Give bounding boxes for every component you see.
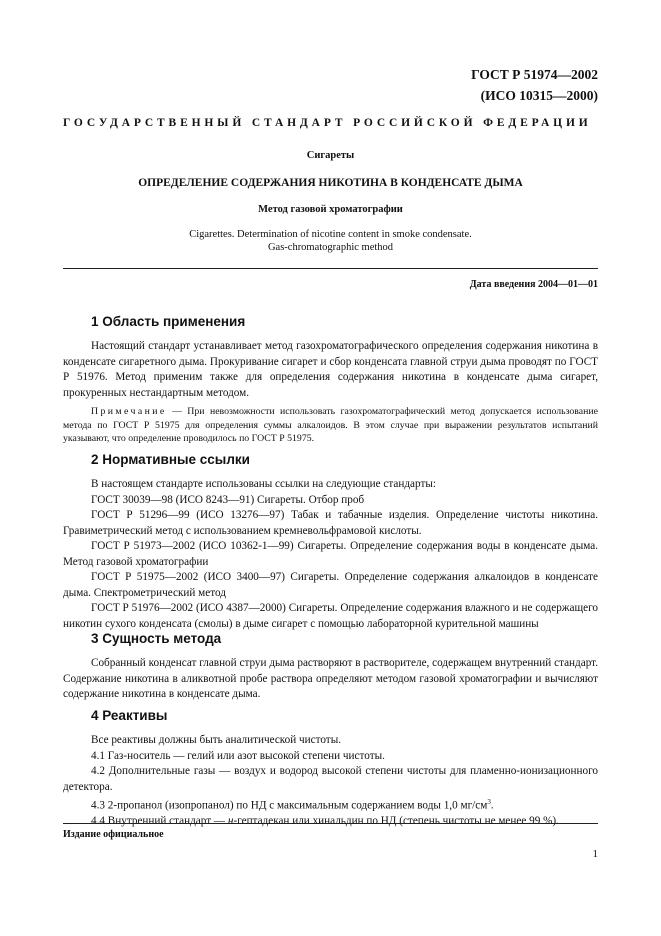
section-3-paragraph: Собранный конденсат главной струи дыма растворяют в растворителе, содержащем внутренний стандарт. Содержание никотина в аликвотной пробе раствора определяют методом газовой хроматографии и вычисляют содержание никотина в конденсате дыма. bbox=[63, 657, 598, 700]
reference-item: ГОСТ 30039—98 (ИСО 8243—91) Сигареты. Отбор проб bbox=[91, 493, 365, 506]
edition-label: Издание официальное bbox=[63, 829, 164, 840]
section-3-heading: 3 Сущность метода bbox=[91, 631, 222, 646]
reference-item: ГОСТ Р 51975—2002 (ИСО 3400—97) Сигареты. Определение содержания алкалоидов в конденсате дыма. Спектрометрический метод bbox=[63, 571, 598, 599]
section-4-heading: 4 Реактивы bbox=[91, 708, 168, 723]
footer-divider bbox=[63, 823, 598, 824]
effective-date: Дата введения 2004—01—01 bbox=[469, 279, 598, 290]
iso-number: (ИСО 10315—2000) bbox=[480, 88, 598, 103]
section-2-intro: В настоящем стандарте использованы ссылки на следующие стандарты: bbox=[91, 478, 436, 490]
section-3-body bbox=[63, 656, 598, 703]
note-text: — При невозможности использовать газохроматографический метод допускается использование метода по ГОСТ Р 51975 для определения суммы алкалоидов. В этом случае при выражении результатов испытаний указывают, что определение проводилось по ГОСТ Р 51975. bbox=[63, 406, 598, 444]
reagent-text: 4.4 Внутренний стандарт — bbox=[91, 815, 228, 828]
page-number: 1 bbox=[592, 848, 598, 860]
header-title: ГОСУДАРСТВЕННЫЙ СТАНДАРТ РОССИЙСКОЙ ФЕДЕРАЦИИ bbox=[63, 117, 592, 129]
reference-item: ГОСТ Р 51973—2002 (ИСО 10362-1—99) Сигареты. Определение содержания воды в конденсате дыма. Метод газовой хроматографии bbox=[63, 540, 598, 568]
document-method: Метод газовой хроматографии bbox=[258, 204, 403, 215]
section-1-paragraph: Настоящий стандарт устанавливает метод газохроматографического определения содержания никотина в конденсате сигаретного дыма. Прокуривание сигарет и сбор конденсата главной струи дыма проводят по ГОСТ Р 51976. Метод применим также для определения содержания никотина в конденсате дыма сигарет, прокуренных нестандартным методом. bbox=[63, 340, 598, 399]
reagent-item bbox=[63, 814, 598, 830]
reagent-text: 4.3 2-пропанол (изопропанол) по НД с максимальным содержанием воды 1,0 мг/см bbox=[91, 799, 488, 812]
section-2-heading: 2 Нормативные ссылки bbox=[91, 452, 250, 467]
reagent-text-end: -гептадекан или хинальдин по НД (степень чистоты не менее 99 %). bbox=[233, 815, 559, 828]
document-title: ОПРЕДЕЛЕНИЕ СОДЕРЖАНИЯ НИКОТИНА В КОНДЕНСАТЕ ДЫМА bbox=[138, 177, 523, 189]
section-4-body bbox=[63, 733, 598, 830]
section-1-note bbox=[63, 405, 598, 446]
italic-text: н bbox=[227, 815, 234, 828]
standard-number: ГОСТ Р 51974—2002 bbox=[471, 67, 598, 82]
document-subject: Сигареты bbox=[306, 150, 355, 161]
reagent-text-end: . bbox=[490, 799, 494, 812]
reagent-item: 4.2 Дополнительные газы — воздух и водород высокой степени чистоты для пламенно-ионизационного детектора. bbox=[63, 765, 598, 793]
reagent-item: 4.1 Газ-носитель — гелий или азот высокой степени чистоты. bbox=[91, 749, 385, 762]
section-1-body bbox=[63, 339, 598, 401]
english-title-line-1: Cigarettes. Determination of nicotine content in smoke condensate. bbox=[189, 229, 472, 240]
note-label: Примечание bbox=[91, 406, 167, 417]
title-divider bbox=[63, 268, 598, 269]
reference-item: ГОСТ Р 51976—2002 (ИСО 4387—2000) Сигареты. Определение содержания влажного и не содержащего никотин сухого конденсата (смолы) в дыме сигарет с помощью лабораторной курительной машины bbox=[63, 602, 598, 630]
superscript: 3 bbox=[487, 798, 491, 806]
reference-item: ГОСТ Р 51296—99 (ИСО 13276—97) Табак и табачные изделия. Определение чистоты никотина. Гравиметрический метод с использованием кремневольфрамовой кислоты. bbox=[63, 509, 598, 537]
section-4-intro: Все реактивы должны быть аналитической чистоты. bbox=[91, 734, 342, 746]
english-title-line-2: Gas-chromatographic method bbox=[267, 242, 394, 253]
section-1-heading: 1 Область применения bbox=[91, 314, 246, 329]
section-2-body bbox=[63, 477, 598, 632]
reagent-item bbox=[63, 795, 598, 814]
